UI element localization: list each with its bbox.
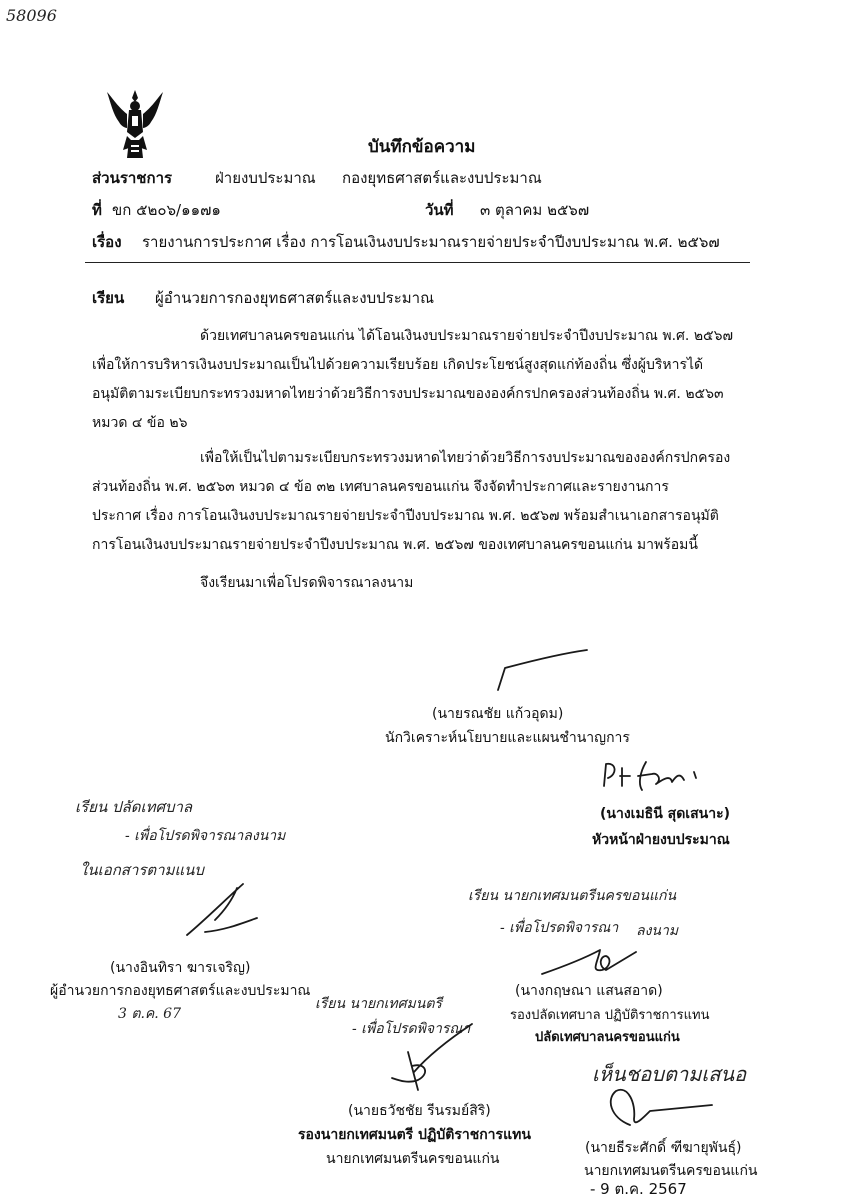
subject-label: เรื่อง: [92, 233, 122, 251]
ref-value: ขก ๕๒๐๖/๑๑๗๑: [112, 201, 221, 219]
para2-line: เพื่อให้เป็นไปตามระเบียบกระทรวงมหาดไทยว่าด้วยวิธีการงบประมาณขององค์กรปกครอง: [200, 450, 731, 466]
signature-2: [600, 758, 710, 794]
approval-note: เห็นชอบตามเสนอ: [592, 1062, 747, 1086]
approval-date-stamp: - 9 ต.ค. 2567: [590, 1180, 687, 1198]
para2-line: ประกาศ เรื่อง การโอนเงินงบประมาณรายจ่ายประจำปีงบประมาณ พ.ศ. ๒๕๖๗ พร้อมสำเนาเอกสารอนุมัติ: [92, 508, 719, 524]
signatory-4-name: (นางกฤษณา แสนสอาด): [515, 983, 663, 999]
signatory-6-title: นายกเทศมนตรีนครขอนแก่น: [584, 1163, 758, 1179]
signatory-6-name: (นายธีระศักดิ์ ฑีฆายุพันธุ์): [585, 1140, 742, 1156]
annotation-3-purpose: - เพื่อโปรดพิจารณา: [352, 1021, 471, 1037]
signatory-2-title: หัวหน้าฝ่ายงบประมาณ: [592, 832, 730, 848]
signature-5: [378, 1022, 478, 1092]
garuda-emblem: [105, 88, 165, 160]
signatory-5-title2: นายกเทศมนตรีนครขอนแก่น: [326, 1151, 500, 1167]
para1-line: หมวด ๔ ข้อ ๒๖: [92, 415, 188, 431]
closing-line: จึงเรียนมาเพื่อโปรดพิจารณาลงนาม: [200, 575, 414, 591]
signatory-4-title2: ปลัดเทศบาลนครขอนแก่น: [535, 1030, 680, 1045]
signature-3: [185, 880, 260, 940]
signature-1: [495, 648, 595, 693]
para1-line: ด้วยเทศบาลนครขอนแก่น ได้โอนเงินงบประมาณรายจ่ายประจำปีงบประมาณ พ.ศ. ๒๕๖๗: [200, 328, 734, 344]
annotation-2-initial: ลงนาม: [636, 923, 679, 939]
signature-6: [600, 1085, 715, 1135]
signatory-1-title: นักวิเคราะห์นโยบายและแผนชำนาญการ: [385, 730, 630, 746]
para1-line: อนุมัติตามระเบียบกระทรวงมหาดไทยว่าด้วยวิธีการงบประมาณขององค์กรปกครองส่วนท้องถิ่น พ.ศ. ๒๕๖๓: [92, 386, 724, 402]
signatory-4-title: รองปลัดเทศบาล ปฏิบัติราชการแทน: [510, 1008, 710, 1023]
to-value: ผู้อำนวยการกองยุทธศาสตร์และงบประมาณ: [155, 289, 435, 307]
annotation-2-purpose: - เพื่อโปรดพิจารณา: [500, 920, 619, 936]
ref-label: ที่: [92, 201, 102, 219]
annotation-2-salutation: เรียน นายกเทศมนตรีนครขอนแก่น: [468, 888, 677, 904]
signatory-5-title: รองนายกเทศมนตรี ปฏิบัติราชการแทน: [298, 1127, 531, 1143]
agency-division: กองยุทธศาสตร์และงบประมาณ: [342, 169, 542, 187]
to-label: เรียน: [92, 289, 125, 307]
signatory-2-name: (นางเมธินี สุดเสนาะ): [600, 806, 730, 822]
agency-unit: ฝ่ายงบประมาณ: [215, 169, 316, 187]
para1-line: เพื่อให้การบริหารเงินงบประมาณเป็นไปด้วยความเรียบร้อย เกิดประโยชน์สูงสุดแก่ท้องถิ่น ซึ่งผู้บริหารได้: [92, 357, 704, 373]
header-divider: [85, 262, 750, 263]
signatory-3-title: ผู้อำนวยการกองยุทธศาสตร์และงบประมาณ: [50, 983, 311, 999]
annotation-1-purpose: - เพื่อโปรดพิจารณาลงนาม: [125, 828, 286, 844]
corner-note: 58096: [6, 6, 57, 25]
subject-value: รายงานการประกาศ เรื่อง การโอนเงินงบประมาณรายจ่ายประจำปีงบประมาณ พ.ศ. ๒๕๖๗: [142, 233, 720, 251]
signatory-1-name: (นายรณชัย แก้วอุดม): [432, 706, 564, 722]
para2-line: ส่วนท้องถิ่น พ.ศ. ๒๕๖๓ หมวด ๔ ข้อ ๓๒ เทศบาลนครขอนแก่น จึงจัดทำประกาศและรายงานการ: [92, 479, 669, 495]
annotation-1-date: 3 ต.ค. 67: [118, 1006, 181, 1022]
annotation-1-salutation: เรียน ปลัดเทศบาล: [75, 798, 193, 816]
date-value: ๓ ตุลาคม ๒๕๖๗: [480, 201, 590, 219]
annotation-3-salutation: เรียน นายกเทศมนตรี: [315, 996, 442, 1012]
para2-line: การโอนเงินงบประมาณรายจ่ายประจำปีงบประมาณ พ.ศ. ๒๕๖๗ ของเทศบาลนครขอนแก่น มาพร้อมนี้: [92, 537, 698, 553]
annotation-1-note: ในเอกสารตามแนบ: [80, 861, 204, 879]
signatory-3-name: (นางอินทิรา ฆารเจริญ): [110, 960, 251, 976]
signature-4: [540, 944, 640, 979]
signatory-5-name: (นายธวัชชัย รีนรมย์สิริ): [348, 1103, 491, 1119]
memo-title: บันทึกข้อความ: [368, 137, 476, 157]
agency-label: ส่วนราชการ: [92, 169, 173, 187]
date-label: วันที่: [425, 201, 454, 219]
